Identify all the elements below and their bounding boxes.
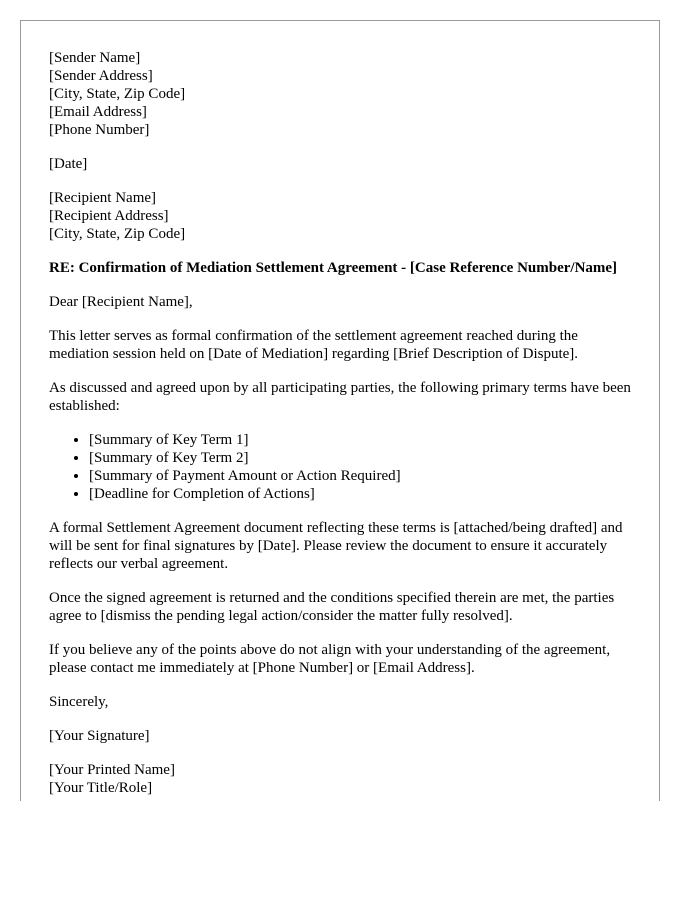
- printed-name: [Your Printed Name]: [49, 762, 175, 778]
- recipient-city-state-zip: [City, State, Zip Code]: [49, 226, 186, 242]
- list-item: • [Summary of Payment Amount or Action Required]: [89, 467, 631, 485]
- sender-phone: [Phone Number]: [49, 122, 150, 138]
- sender-name: [Sender Name]: [49, 50, 141, 66]
- sender-block: [49, 49, 631, 139]
- sender-email: [Email Address]: [49, 104, 147, 120]
- recipient-address: [Recipient Address]: [49, 208, 169, 224]
- sender-city-state-zip: [City, State, Zip Code]: [49, 86, 186, 102]
- signer-title: [Your Title/Role]: [49, 780, 153, 796]
- signoff: Sincerely,: [49, 694, 109, 710]
- letter-page: [20, 20, 660, 801]
- list-item: • [Summary of Key Term 1]: [89, 431, 631, 449]
- closing-paragraph-3: If you believe any of the points above do not align with your understanding of the agreement, please contact me immediately at [Phone Number] or [Email Address].: [49, 642, 611, 676]
- recipient-name: [Recipient Name]: [49, 190, 157, 206]
- letter-date: [Date]: [49, 156, 88, 172]
- body-paragraph-2: As discussed and agreed upon by all participating parties, the following primary terms have been established:: [49, 380, 631, 414]
- subject-line: RE: Confirmation of Mediation Settlement Agreement - [Case Reference Number/Name]: [49, 260, 618, 276]
- terms-list: [49, 431, 631, 503]
- signer-block: [49, 761, 631, 797]
- salutation: Dear [Recipient Name],: [49, 294, 193, 310]
- letter-content: [21, 21, 659, 797]
- closing-paragraph-1: A formal Settlement Agreement document reflecting these terms is [attached/being drafted] and will be sent for final signatures by [Date]. Please review the document to ensure it accurately reflects our verbal agreement.: [49, 520, 623, 572]
- body-paragraph-1: This letter serves as formal confirmation of the settlement agreement reached during the mediation session held on [Date of Mediation] regarding [Brief Description of Dispute].: [49, 328, 579, 362]
- list-item: • [Deadline for Completion of Actions]: [89, 485, 631, 503]
- sender-address: [Sender Address]: [49, 68, 153, 84]
- date-block: [49, 155, 631, 173]
- signature: [Your Signature]: [49, 728, 150, 744]
- closing-paragraph-2: Once the signed agreement is returned and the conditions specified therein are met, the parties agree to [dismiss the pending legal action/consider the matter fully resolved].: [49, 590, 615, 624]
- list-item: • [Summary of Key Term 2]: [89, 449, 631, 467]
- recipient-block: [49, 189, 631, 243]
